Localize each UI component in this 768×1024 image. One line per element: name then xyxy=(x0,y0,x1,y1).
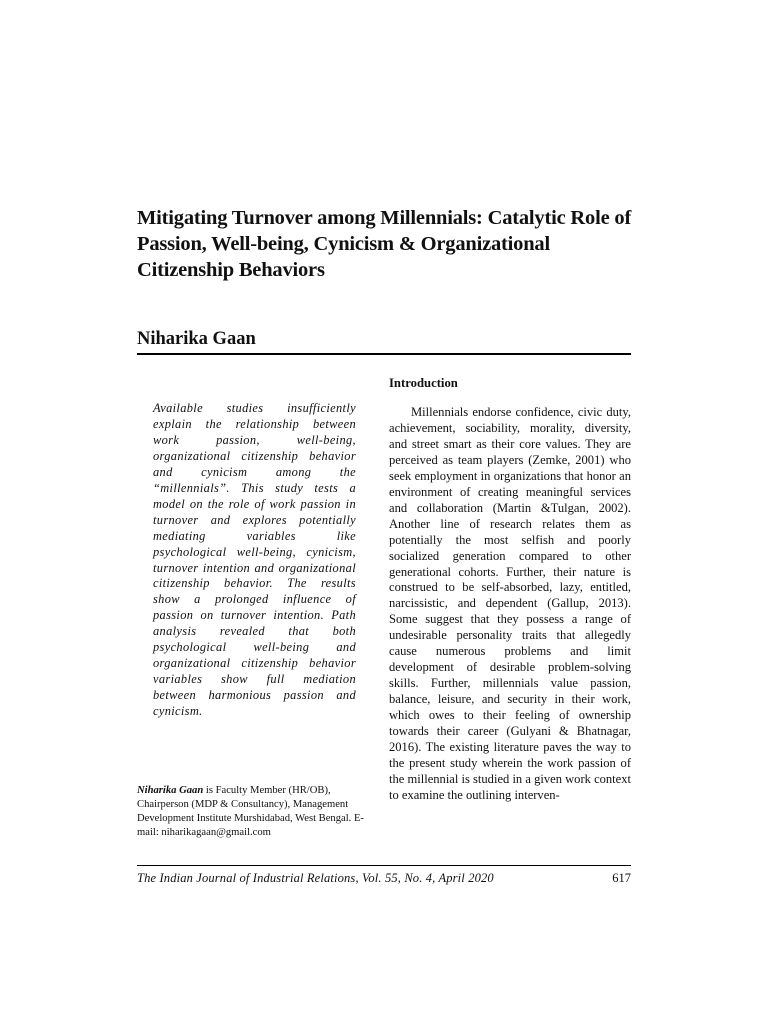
footer-journal-citation: The Indian Journal of Industrial Relations, Vol. 55, No. 4, April 2020 xyxy=(137,871,494,885)
author-name: Niharika Gaan xyxy=(137,329,256,349)
abstract: Available studies insufficiently explain the relationship between work passion, well-being, organizational citizenship behavior and cynicism among the “millennials”. This study tests a model on the role of work passion in turnover and explores potentially mediating variables like psychological well-being, cynicism, turnover intention and organizational citizenship behavior. The results show a prolonged influence of passion on turnover intention. Path analysis revealed that both psychological well-being and organizational citizenship behavior variables show full mediation between harmonious passion and cynicism. xyxy=(153,401,356,719)
section-heading-introduction: Introduction xyxy=(389,376,458,390)
article-title: Mitigating Turnover among Millennials: Catalytic Role of Passion, Well-being, Cynicism & Organizational Citizenship Behaviors xyxy=(137,207,632,281)
introduction-paragraph: Millennials endorse confidence, civic duty, achievement, sociability, morality, diversity, and street smart as their core values. They are perceived as team players (Zemke, 2001) who seek employment in organizations that honor an environment of creating meaningful services and collaboration (Martin &Tulgan, 2002). Another line of research relates them as potentially the most selfish and poorly socialized generation compared to other generational cohorts. Further, their nature is construed to be self-absorbed, lazy, entitled, narcissistic, and dependent (Gallup, 2013). Some suggest that they possess a range of undesirable personality traits that allegedly cause numerous problems and limit development of desirable problem-solving skills. Further, millennials value passion, balance, leisure, and security in their work, which owes to their feeling of ownership towards their career (Gulyani & Bhatnagar, 2016). The existing literature paves the way to the present study wherein the work passion of the millennial is studied in a given work context to examine the outlining interven- xyxy=(389,405,631,802)
footer-divider xyxy=(137,865,631,866)
page-number: 617 xyxy=(612,871,631,885)
introduction-body xyxy=(389,405,631,804)
author-note-name: Niharika Gaan xyxy=(137,785,204,796)
author-note-text: is Faculty Member (HR/OB), Chairperson (MDP & Consultancy), Management Development Institute Murshidabad, West Bengal. E-mail: niharikagaan@gmail.com xyxy=(137,785,364,838)
author-note xyxy=(137,784,373,840)
author-divider xyxy=(137,353,631,355)
